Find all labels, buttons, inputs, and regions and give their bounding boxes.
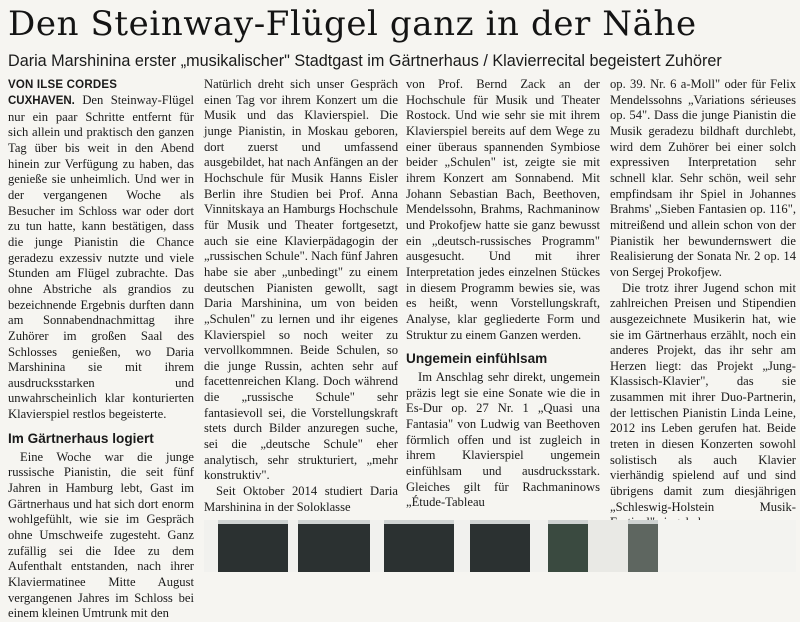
article-paragraph: Eine Woche war die junge russische Pianistin, die seit fünf Jahren in Hamburg lebt, Gast im Gärtnerhaus und hat sich dort enorm wohlgefühlt, wie sie im Gespräch ohne Umschweife zugesteht. Ganz zufällig sei die Idee zu dem Aufenthalt entstanden, nach ihrer Klaviermatinee Mitte August vergangenen Jahres im Schloss bei einem kleinen Umtrunk mit den <box>8 449 194 621</box>
article-paragraph: Die trotz ihrer Jugend schon mit zahlreichen Preisen und Stipendien ausgezeichnete Musikerin hat, wie sie im Gärtnerhaus erzählt, noch ein anderes Projekt, das ihr sehr am Herzen liegt: das Projekt „Jung-Klassisch-Klavier", das sie zusammen mit ihrer Duo-Partnerin, der lettischen Pianistin Linda Leine, 2012 ins Leben gerufen hat. Beide treten in diesen Konzerten sowohl solistisch als auch Klavier vierhändig spielend auf und sind übrigens damit zum diesjährigen „Schleswig-Holstein Musik- <box>610 280 796 514</box>
article-paragraph: von Prof. Bernd Zack an der Hochschule für Musik und Theater Rostock. Und wie sehr sie mit ihrem Klavierspiel bereits auf dem Wege zu einer überaus spannenden Symbiose beider „Schulen" ist, zeigte sie mit ihrem Konzert am Sonnabend. Mit Johann Sebastian Bach, Beethoven, Mendelssohn, Brahms, Rachmaninow und Prokofjew hatte sie ganz bewusst ein „deutsch-russisches Programm" ausgesucht. Und mit ihrer Interpretation jedes einzelnen Stückes in diesem Programm bewies sie, was es heißt, wenn Vorstellungskraft, Analyse, klar gegliederte Form und Struktur zu einem Ganzen werden. <box>406 77 600 342</box>
article-column-1 <box>8 77 194 621</box>
dateline: CUXHAVEN. <box>8 95 75 107</box>
article-subheading: Ungemein einfühlsam <box>406 351 548 367</box>
photo-window-pane <box>218 524 288 572</box>
article-headline: Den Steinway-Flügel ganz in der Nähe <box>8 4 697 44</box>
article-photo <box>204 520 796 572</box>
article-paragraph: Natürlich dreht sich unser Gespräch einen Tag vor ihrem Konzert um die Musik und das Klavierspiel. Die junge Pianistin, in Moskau geboren, dort zuerst und umfassend ausgebildet, hat nach Anfängen an der Hochschule für Musik Hanns Eisler Berlin ihre Studien bei Prof. Anna Vinnitskaya an Hamburgs Hochschule für Musik und Theater fortgesetzt, auch sie eine Klavierpädagogin der „russischen Schule". Nach fünf Jahren habe sie aber „unbedingt" zu einem deutschen Pianisten gewollt, sagt Daria Marshinina, um von beiden „Schulen" zu lernen und ihr eigenes Klavierspiel so noch weiter zu vervollkommnen. Beide Schulen, so die junge Russin, achten sehr auf facettenreichen Klang. Doch während die „russische Schule" sehr fantasievoll sei, die Vorstellungskraft stets durch Bilder anzuregen suche, sei die „deutsche Schule" eher analytisch, sehr strukturiert, „mehr konstruktiv". <box>204 77 398 483</box>
byline: VON ILSE CORDES <box>8 79 118 91</box>
article-subheadline: Daria Marshinina erster „musikalischer" Stadtgast im Gärtnerhaus / Klavierrecital begeistert Zuhörer <box>8 52 722 70</box>
article-column-4 <box>610 77 796 517</box>
article-paragraph: CUXHAVEN. Den Steinway-Flügel nur ein paar Schritte entfernt für sich allein und praktisch den ganzen Tag über bis weit in den Abend hinein zur Verfügung zu haben, das genieße sie unheimlich. Und wer in der vergangenen Woche als Besucher im Schloss war oder dort zu tun hatte, kann bestätigen, dass die junge Pianistin die Chance geradezu exzessiv nutzte und viele Stunden am Flügel zubrachte. Das ohne Abstriche als grandios zu bezeichnende Ergebnis durften dann am Sonnabendnachmittag ihre Zuhörer im großen Saal des Schlosses genießen, wo Daria Marshinina sie mit ihrem ausdrucksstarken und unwahrscheinlich klar konturierten Klavierspiel restlos begeisterte. <box>8 93 194 422</box>
article-paragraph: op. 39. Nr. 6 a-Moll" oder für Felix Mendelssohns „Variations sérieuses op. 54". Dass die junge Pianistin die Musik geradezu bildhaft durchlebt, wird dem Zuhörer bei einer solch expressiven Interpretation sehr schnell klar. Sehr schön, weil sehr empfindsam ihr Spiel in Johannes Brahms' „Sieben Fantasien op. 116", mitreißend und allein schon von der Pianistik her bewundernswert die Realisierung der Sonata Nr. 2 op. 14 von Sergej Prokofjew. <box>610 77 796 279</box>
article-column-3 <box>406 77 600 517</box>
article-paragraph: Seit Oktober 2014 studiert Daria Marshinina in der Soloklasse <box>204 484 398 514</box>
article-subheading: Im Gärtnerhaus logiert <box>8 430 154 446</box>
article-paragraph: Im Anschlag sehr direkt, ungemein präzis legt sie eine Sonate wie die in Es-Dur op. 27 Nr. 1 „Quasi una Fantasia" von Ludwig van Beethoven förmlich offen und ist zugleich in ihrem Klavierspiel ungemein einfühlsam und ausdrucksstark. Gleiches gilt für Rachmaninows „Étude-Tableau <box>406 370 600 510</box>
article-column-2 <box>204 77 398 517</box>
